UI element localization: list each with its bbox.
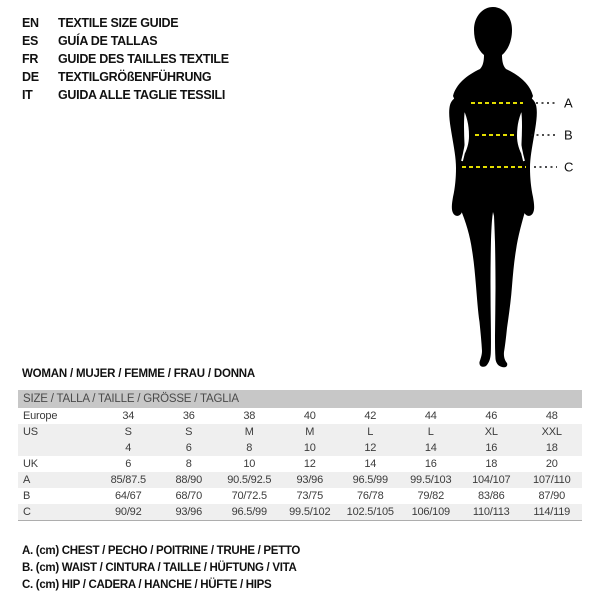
size-value: 85/87.5 (110, 474, 146, 486)
size-value: M (305, 426, 315, 438)
size-value: 18 (485, 458, 498, 470)
size-value: 90/92 (114, 506, 142, 518)
size-value: 34 (122, 410, 135, 422)
language-row (22, 50, 229, 68)
row-label: US (23, 426, 38, 438)
guide-title: GUIDE DES TAILLES TEXTILE (58, 52, 229, 66)
size-value: 106/109 (411, 506, 450, 518)
size-value: 93/96 (175, 506, 203, 518)
language-code: IT (22, 88, 33, 102)
size-value: 12 (364, 442, 377, 454)
legend-line: A. (cm) CHEST / PECHO / POITRINE / TRUHE / PETTO (22, 545, 301, 557)
language-row (22, 32, 229, 50)
size-value: 20 (545, 458, 558, 470)
marker-label-a: A (564, 95, 573, 111)
size-value: 8 (246, 442, 253, 454)
guide-title: TEXTILE SIZE GUIDE (58, 16, 179, 30)
marker-label-c: C (564, 159, 574, 175)
size-value: 87/90 (538, 490, 566, 502)
group-title: WOMAN / MUJER / FEMME / FRAU / DONNA (22, 368, 256, 380)
size-value: 102.5/105 (346, 506, 394, 518)
size-value: 14 (364, 458, 377, 470)
size-value: 44 (424, 410, 437, 422)
row-label: B (23, 490, 31, 502)
size-value: 18 (545, 442, 558, 454)
table-row (18, 472, 582, 488)
size-value: 96.5/99 (352, 474, 388, 486)
row-label: A (23, 474, 31, 486)
size-value: 68/70 (175, 490, 203, 502)
size-value: L (367, 426, 374, 438)
language-code: FR (22, 52, 39, 66)
size-value: 110/113 (472, 506, 510, 518)
size-value: 114/119 (533, 506, 571, 518)
size-value: L (427, 426, 434, 438)
size-value: 99.5/103 (410, 474, 452, 486)
size-value: 4 (125, 442, 132, 454)
legend-line: C. (cm) HIP / CADERA / HANCHE / HÜFTE / HIPS (22, 579, 272, 591)
size-value: 10 (243, 458, 256, 470)
size-value: 73/75 (296, 490, 324, 502)
size-value: 10 (303, 442, 316, 454)
legend-line: B. (cm) WAIST / CINTURA / TAILLE / HÜFTUNG / VITA (22, 562, 297, 574)
table-row (18, 488, 582, 504)
size-value: 12 (303, 458, 316, 470)
size-table-rows (18, 408, 582, 521)
size-value: 107/110 (532, 474, 571, 486)
size-value: 8 (185, 458, 192, 470)
size-value: 6 (185, 442, 192, 454)
table-row (18, 440, 582, 456)
size-value: 36 (182, 410, 195, 422)
language-code: ES (22, 34, 39, 48)
guide-title: GUIDA ALLE TAGLIE TESSILI (58, 88, 226, 102)
size-value: M (244, 426, 254, 438)
size-value: XXL (541, 426, 562, 438)
row-label (18, 440, 98, 456)
size-value: XL (484, 426, 498, 438)
size-value: S (124, 426, 132, 438)
language-code: DE (22, 70, 39, 84)
size-value: 79/82 (417, 490, 445, 502)
language-row (22, 68, 229, 86)
size-value: 104/107 (472, 474, 511, 486)
table-row (18, 424, 582, 440)
row-label: UK (23, 458, 38, 470)
size-value: 96.5/99 (231, 506, 267, 518)
table-row (18, 408, 582, 424)
language-code: EN (22, 16, 39, 30)
size-value: 88/90 (175, 474, 203, 486)
size-value: 14 (424, 442, 437, 454)
language-title-list (22, 14, 229, 104)
size-value: 70/72.5 (231, 490, 267, 502)
size-value: 48 (545, 410, 558, 422)
marker-label-b: B (564, 127, 573, 143)
language-row (22, 14, 229, 32)
size-value: 76/78 (356, 490, 384, 502)
size-value: 64/67 (114, 490, 142, 502)
size-value: 99.5/102 (289, 506, 331, 518)
guide-title: TEXTILGRÖßENFÜHRUNG (58, 70, 212, 84)
size-value: S (185, 426, 193, 438)
table-row (18, 456, 582, 472)
body-measurement-figure (425, 0, 600, 380)
size-value: 90.5/92.5 (227, 474, 272, 486)
size-value: 40 (303, 410, 316, 422)
size-value: 83/86 (477, 490, 505, 502)
size-value: 42 (364, 410, 377, 422)
size-value: 38 (243, 410, 256, 422)
measurement-legend (22, 543, 300, 594)
table-row (18, 504, 582, 520)
left-arm-silhouette (449, 96, 467, 215)
size-value: 93/96 (296, 474, 324, 486)
size-value: 16 (424, 458, 437, 470)
size-value: 16 (485, 442, 498, 454)
guide-title: GUÍA DE TALLAS (58, 34, 158, 48)
size-value: 6 (125, 458, 132, 470)
row-label: C (23, 506, 31, 518)
woman-silhouette-diagram (425, 0, 600, 380)
language-row (22, 86, 229, 104)
right-arm-silhouette (519, 96, 537, 215)
size-table-header: SIZE / TALLA / TAILLE / GRÖSSE / TAGLIA (18, 390, 582, 408)
size-table (18, 390, 582, 521)
size-value: 46 (485, 410, 498, 422)
row-label: Europe (23, 410, 58, 422)
